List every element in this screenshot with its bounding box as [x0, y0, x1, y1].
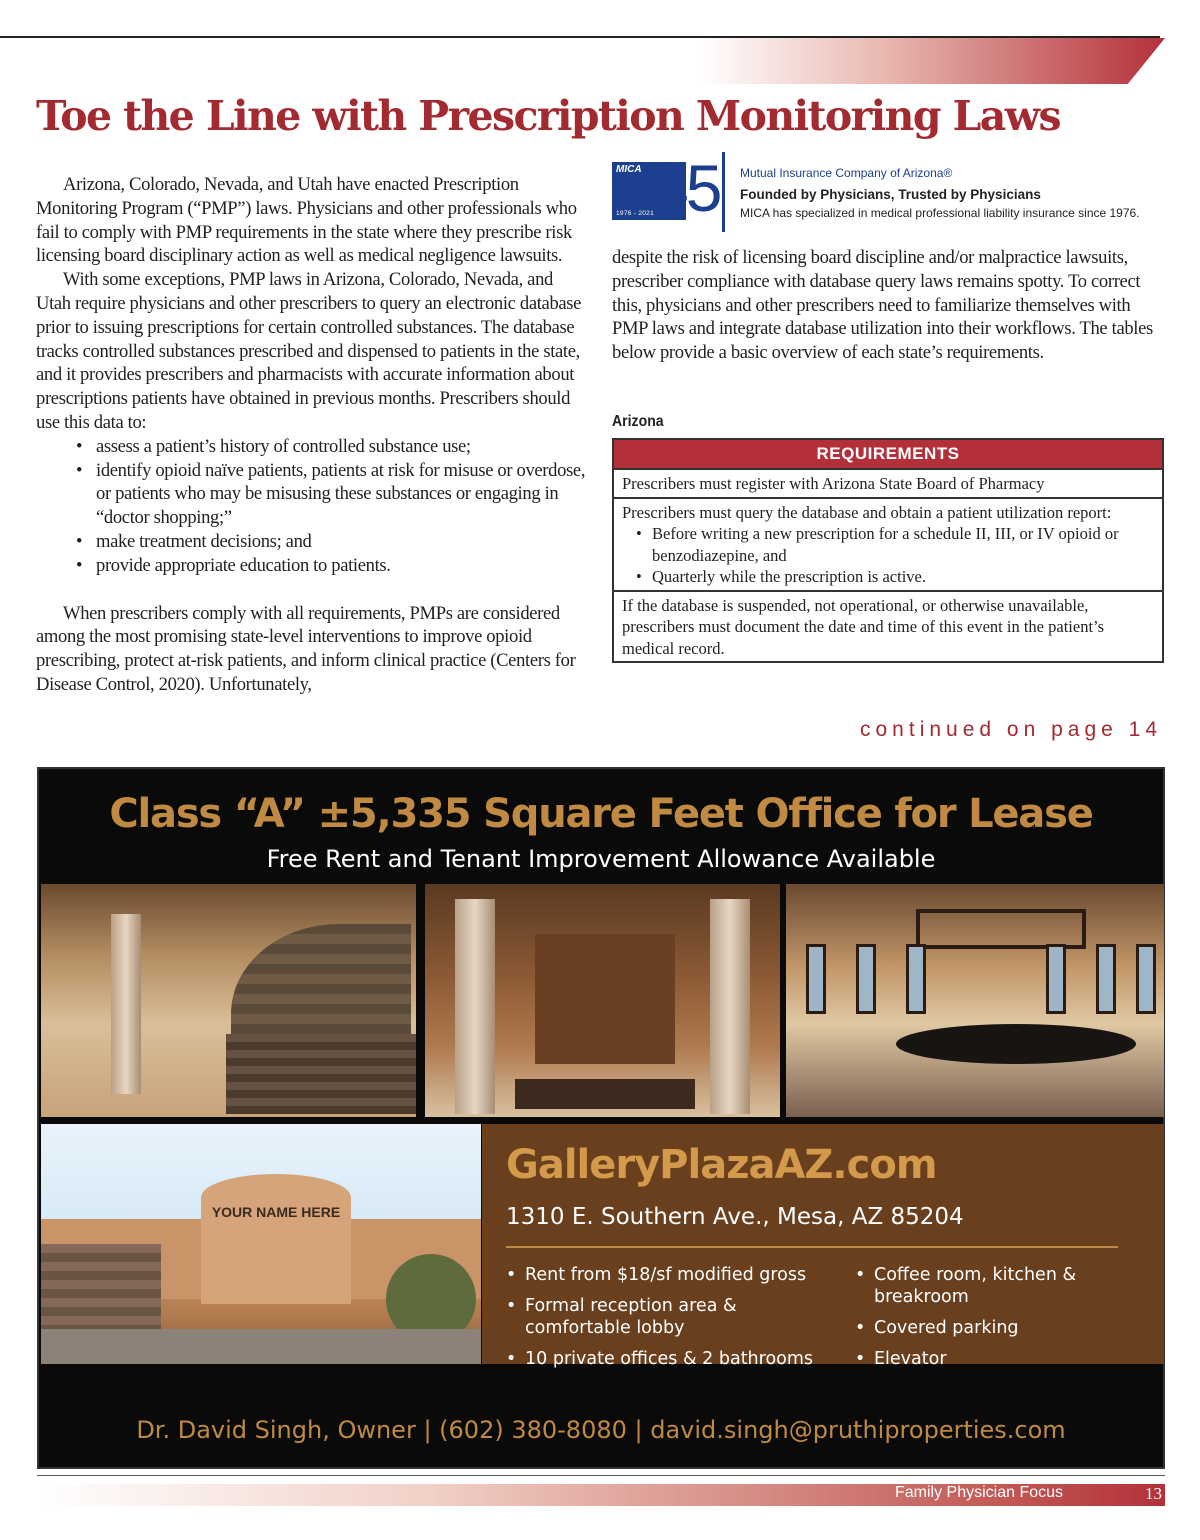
article-title: Toe the Line with Prescription Monitoring Laws [36, 92, 1060, 140]
mica-description: MICA has specialized in medical professional liability insurance since 1976. [740, 206, 1140, 220]
table-cell: If the database is suspended, not operational, or otherwise unavailable, prescribers must document the date and time of this event in the patient’s medical record. [613, 591, 1163, 663]
photo-entryway [425, 884, 780, 1117]
divider [506, 1246, 1118, 1248]
right-column [612, 246, 1167, 365]
table-row [613, 591, 1163, 663]
table-cell-intro: Prescribers must query the database and obtain a patient utilization report: [622, 502, 1112, 522]
office-lease-ad [37, 767, 1165, 1469]
list-item: • identify opioid naïve patients, patients at risk for misuse or overdose, or patients who may be misusing these substances or engaging in “doctor shopping;” [76, 459, 586, 530]
features-list-right [855, 1264, 1105, 1379]
ad-headline: Class “A” ±5,335 Square Feet Office for Lease [109, 791, 1093, 837]
ad-subhead: Free Rent and Tenant Improvement Allowance Available [266, 845, 936, 873]
paragraph-continued: despite the risk of licensing board discipline and/or malpractice lawsuits, prescriber compliance with database query laws remains spotty. To correct this, physicians and other prescribers need to familiarize themselves with PMP laws and integrate database utilization into their workflows. The tables below provide a basic overview of each state’s requirements. [612, 247, 1153, 364]
table-cell [613, 498, 1163, 591]
list-item: • Formal reception area & comfortable lobby [506, 1295, 831, 1339]
table-row [613, 469, 1163, 498]
table-header: REQUIREMENTS [613, 439, 1163, 469]
property-address: 1310 E. Southern Ave., Mesa, AZ 85204 [506, 1204, 964, 1230]
requirements-table [612, 438, 1164, 663]
table-row [613, 498, 1163, 591]
list-item: • Covered parking [855, 1317, 1105, 1339]
publication-name: Family Physician Focus [895, 1484, 1064, 1501]
list-item: • assess a patient’s history of controlled substance use; [76, 435, 586, 459]
state-label: Arizona [612, 413, 664, 430]
mica-anniversary-number: 45 [652, 151, 720, 225]
list-item: • Quarterly while the prescription is active. [636, 566, 1154, 588]
photo-reception [41, 884, 416, 1117]
photo-building-exterior [41, 1124, 481, 1364]
paragraph-pmp-laws: With some exceptions, PMP laws in Arizona, Colorado, Nevada, and Utah require physicians and other prescribers to query an electronic database prior to issuing prescriptions for certain controlled substances. The database tracks controlled substances prescribed and dispensed to patients in the state, and it provides prescribers and pharmacists with accurate information about prescriptions patients have obtained in previous months. Prescribers should use this data to: [36, 269, 582, 433]
features-list-left [506, 1264, 831, 1379]
ad-contact-line: Dr. David Singh, Owner | (602) 380-8080 | david.singh@pruthiproperties.com [136, 1416, 1066, 1444]
continued-link[interactable]: continued on page 14 [860, 718, 1163, 741]
mica-brand: MICA [616, 164, 642, 175]
list-item: • provide appropriate education to patients. [76, 554, 586, 578]
mica-company-name: Mutual Insurance Company of Arizona® [740, 166, 953, 180]
paragraph-compliance: When prescribers comply with all requirements, PMPs are considered among the most promising state-level interventions to improve opioid prescribing, protect at-risk patients, and inform clinical practice (Centers for Disease Control, 2020). Unfortunately, [36, 602, 576, 695]
mica-logo [612, 152, 1172, 234]
paragraph-intro: Arizona, Colorado, Nevada, and Utah have enacted Prescription Monitoring Program (“PMP”) laws. Physicians and other professionals who fail to comply with PMP requirements in the state where they prescribe risk licensing board disciplinary action as well as medical negligence lawsuits. [36, 174, 577, 267]
mica-years: 1976 - 2021 [616, 210, 654, 217]
list-item: • Elevator [855, 1348, 1105, 1370]
left-column [36, 173, 586, 697]
top-rule [0, 36, 1160, 38]
list-item: • Before writing a new prescription for a schedule II, III, or IV opioid or benzodiazepine, and [636, 523, 1154, 566]
usage-list [76, 435, 586, 578]
photo-conference-room [786, 884, 1164, 1117]
top-banner [700, 38, 1165, 84]
table-cell: Prescribers must register with Arizona State Board of Pharmacy [613, 469, 1163, 498]
list-item: • Rent from $18/sf modified gross [506, 1264, 831, 1286]
list-item: • Coffee room, kitchen & breakroom [855, 1264, 1105, 1308]
list-item: • 10 private offices & 2 bathrooms [506, 1348, 831, 1370]
mica-divider [722, 152, 725, 232]
building-sign: YOUR NAME HERE [211, 1204, 341, 1220]
list-item: • make treatment decisions; and [76, 530, 586, 554]
mica-tagline: Founded by Physicians, Trusted by Physicians [740, 187, 1041, 202]
property-website[interactable]: GalleryPlazaAZ.com [506, 1142, 937, 1188]
footer-rule [37, 1475, 1165, 1476]
table-cell-list [636, 523, 1154, 588]
property-info-panel [482, 1124, 1164, 1369]
page-number: 13 [1145, 1484, 1162, 1503]
